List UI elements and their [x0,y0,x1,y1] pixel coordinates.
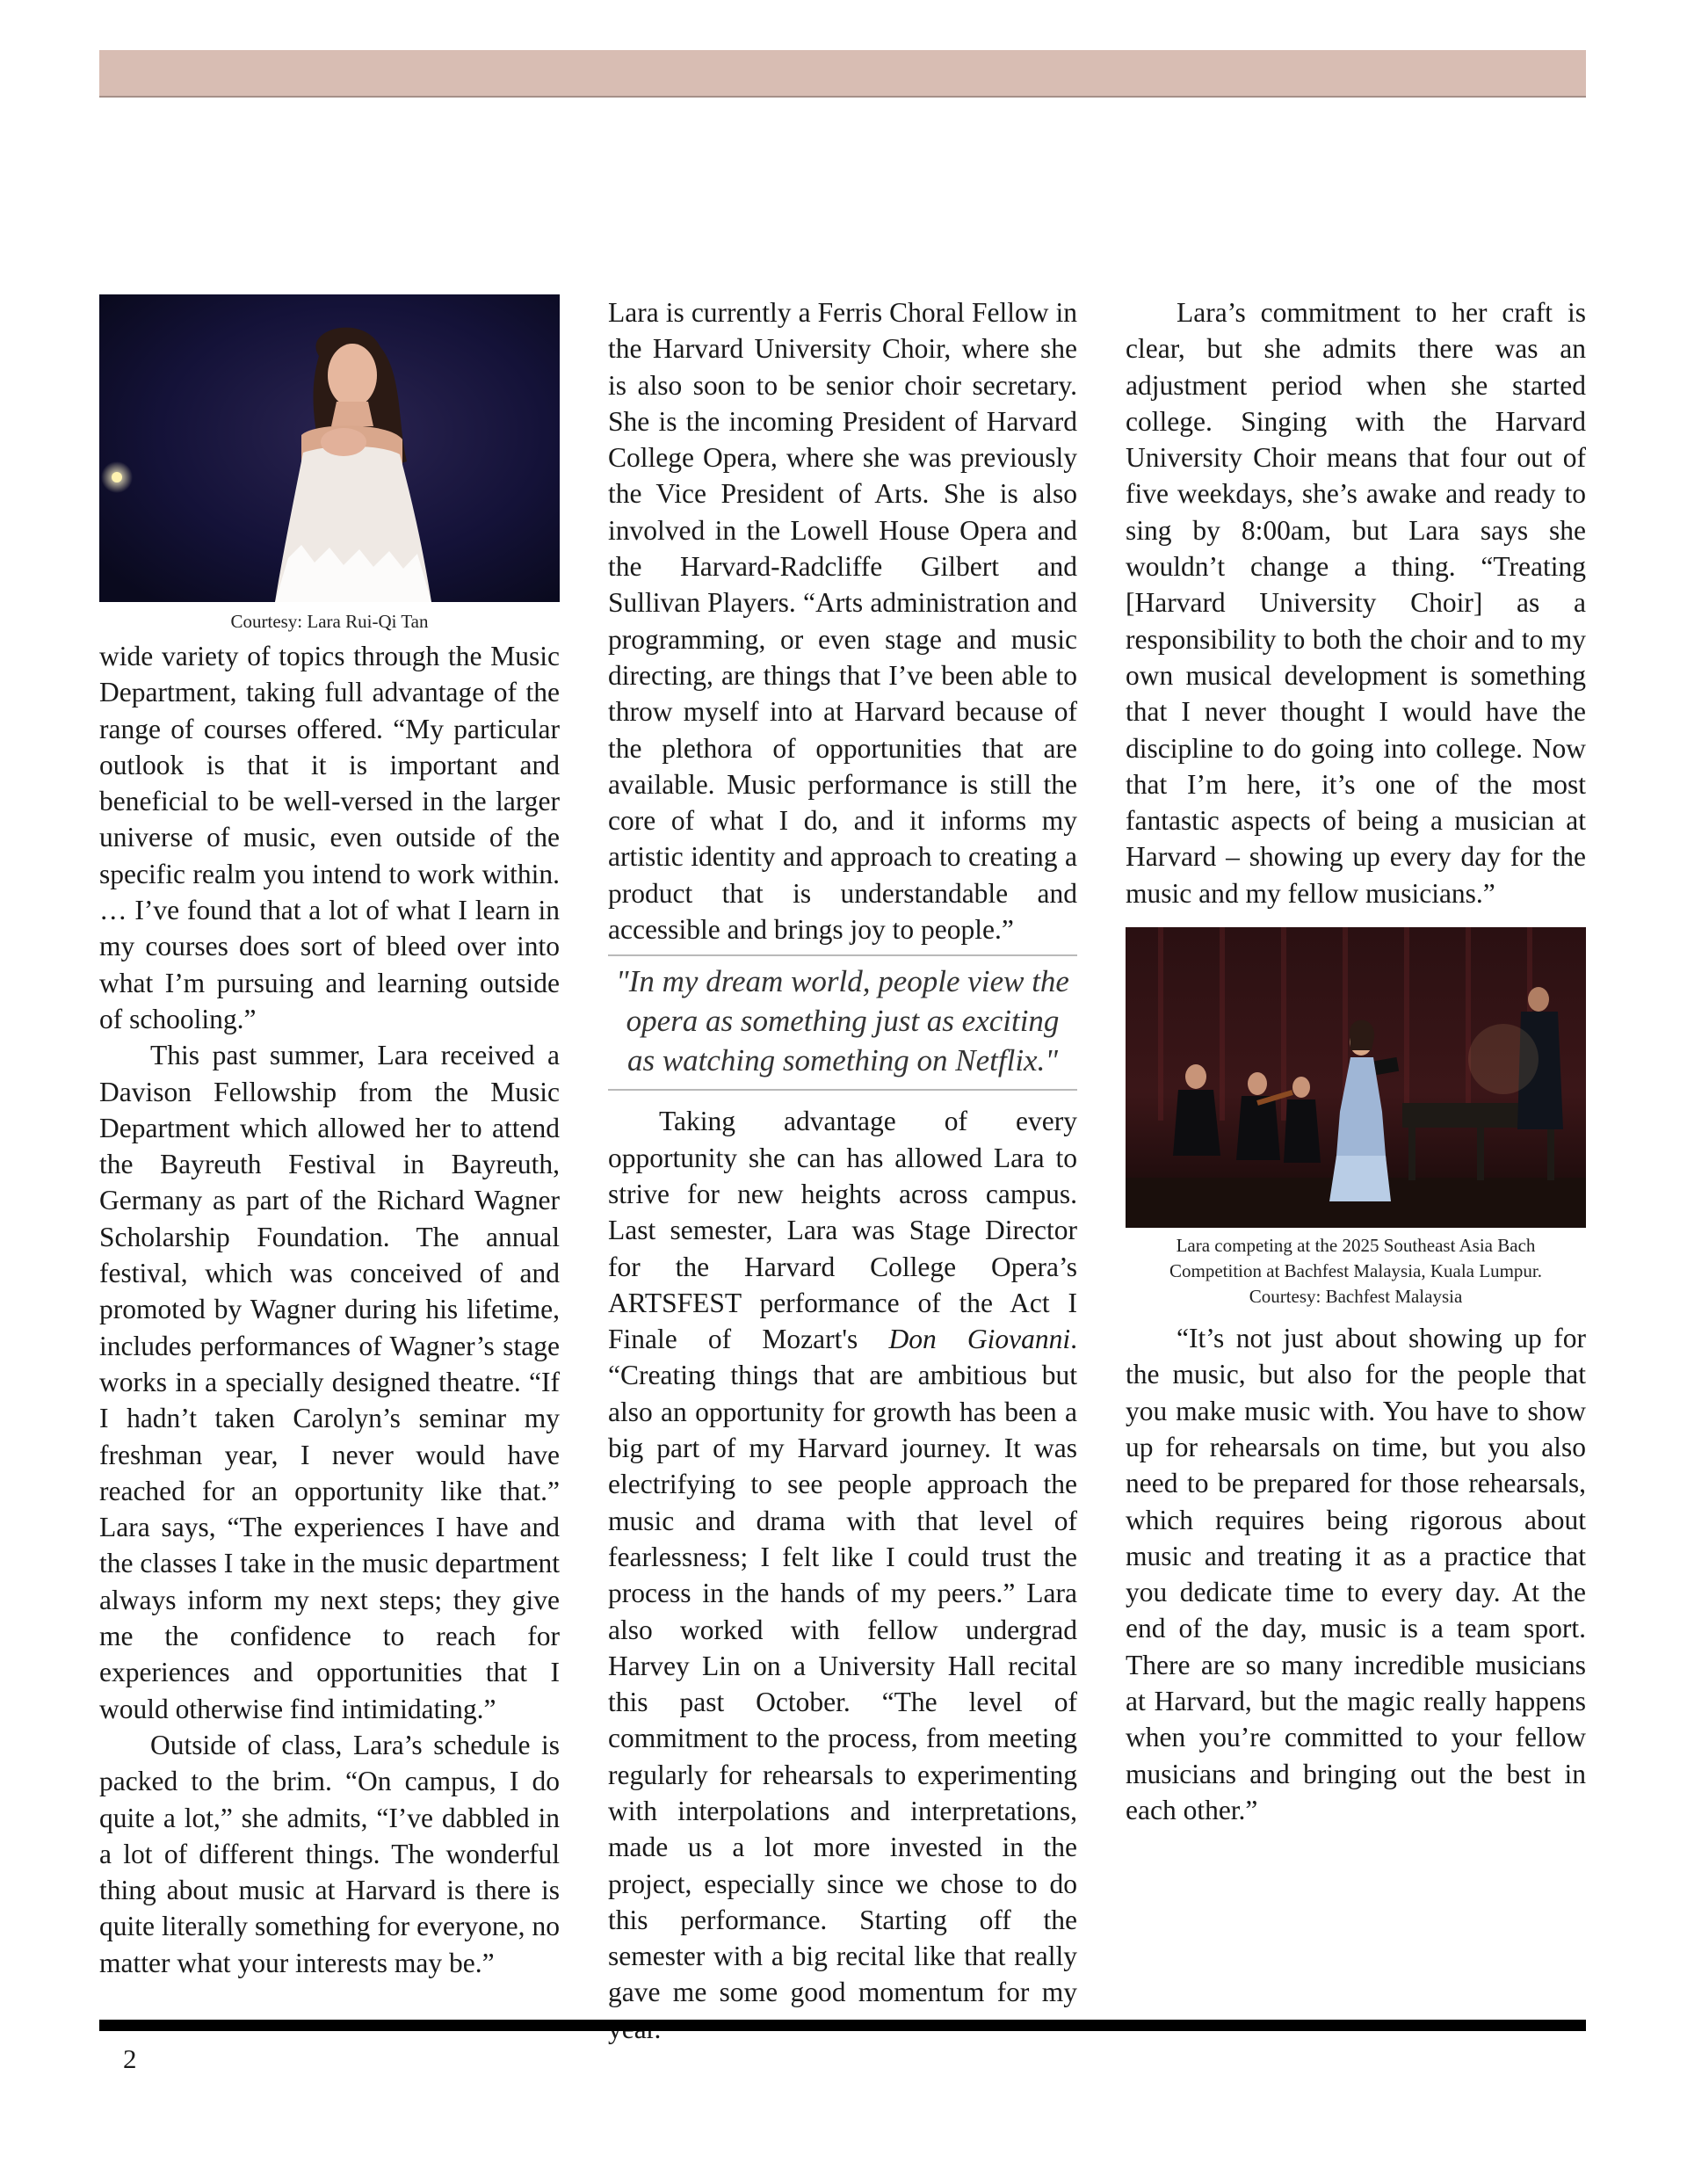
article-paragraph: Lara’s commitment to her craft is clear, but she admits there was an adjustment period when she started college. Singing with the Harvard University Choir means that four out of five weekdays, she’s awake and ready to sing by 8:00am, but Lara says she wouldn’t change a thing. “Treating [Harvard University Choir] as a responsibility to both the choir and to my own musical development is something that I never thought I would have the discipline to do going into college. Now that I’m here, it’s one of the most fantastic aspects of being a musician at Harvard – showing up every day for the music and my fellow musicians.” [1126,297,1586,909]
article-column-2 [608,294,1077,2047]
caption-line: Competition at Bachfest Malaysia, Kuala Lumpur. [1169,1260,1542,1282]
header-band [99,50,1586,98]
article-paragraph: Lara is currently a Ferris Choral Fellow in the Harvard University Choir, where she is also soon to be senior choir secretary. She is the incoming President of Harvard College Opera, where she was previously the Vice President of Arts. She is also involved in the Lowell House Opera and the Harvard-Radcliffe Gilbert and Sullivan Players. “Arts administration and programming, or even stage and music directing, are things that I’ve been able to throw myself into at Harvard because of the plethora of opportunities that are available. Music performance is still the core of what I do, and it informs my artistic identity and approach to creating a product that is understandable and accessible and brings joy to people.” [608,297,1077,946]
article-paragraph: wide variety of topics through the Music Department, taking full advantage of the range of courses offered. “My particular outlook is that it is important and beneficial to be well-versed in the larger universe of music, even outside of the specific realm you intend to work within. … I’ve found that a lot of what I learn in my courses does sort of bleed over into what I’m pursuing and learning outside of schooling.” [99,641,560,1034]
singer-stage-photo [99,294,560,602]
opera-title: Don Giovanni [888,1324,1071,1355]
article-column-1 [99,294,560,1981]
photo-caption [1126,1233,1586,1310]
page-number: 2 [123,2043,137,2074]
footer-rule [99,2020,1586,2031]
article-paragraph: “It’s not just about showing up for the music, but also for the people that you make music with. You have to show up for rehearsals on time, but you also need to be prepared for those rehearsals, which requires being rigorous about music and treating it as a practice that you dedicate time to every day. At the end of the day, music is a team sport. There are so many incredible musicians at Harvard, but the magic really happens when you’re committed to your fellow musicians and bringing out the best in each other.” [1126,1323,1586,1825]
caption-line: Courtesy: Bachfest Malaysia [1249,1286,1463,1308]
pull-quote: "In my dream world, people view the opera as something just as exciting as watching something on Netflix." [608,954,1077,1091]
article-paragraph: This past summer, Lara received a Davison Fellowship from the Music Department which allowed her to attend the Bayreuth Festival in Bayreuth, Germany as part of the Richard Wagner Scholarship Foundation. The annual festival, which was conceived of and promoted by Wagner during his lifetime, includes performances of Wagner’s stage works in a specially designed theatre. “If I hadn’t taken Carolyn’s seminar my freshman year, I never would have reached for an opportunity like that.” Lara says, “The experiences I have and the classes I take in the music department always inform my next steps; they give me the confidence to reach for experiences and opportunities that I would otherwise find intimidating.” [99,1040,560,1724]
article-paragraph [608,1103,1077,2047]
photo-caption: Courtesy: Lara Rui-Qi Tan [230,611,429,632]
caption-line: Lara competing at the 2025 Southeast Asia Bach [1176,1235,1536,1257]
article-paragraph: Outside of class, Lara’s schedule is packed to the brim. “On campus, I do quite a lot,” she admits, “I’ve dabbled in a lot of different things. The wonderful thing about music at Harvard is there is quite literally something for everyone, no matter what your interests may be.” [99,1729,560,1978]
competition-stage-photo [1126,927,1586,1228]
paragraph-text: Taking advantage of every opportunity she can has allowed Lara to strive for new heights across campus. Last semester, Lara was Stage Director for the Harvard College Opera’s ARTSFEST performance of the Act I Finale of Mozart's [608,1106,1077,1355]
article-column-3 [1126,294,1586,1828]
paragraph-text: . “Creating things that are ambitious but also an opportunity for growth has been a big part of my Harvard journey. It was electrifying to see people approach the music and drama with that level of fearlessness; I felt like I could trust the process in the hands of my peers.” Lara also worked with fellow undergrad Harvey Lin on a University Hall recital this past October. “The level of commitment to the process, from meeting regularly for rehearsals to experimenting with interpolations and interpretations, made us a lot more invested in the project, especially since we chose to do this performance. Starting off the semester with a big recital like that really gave me some good momentum for my [608,1324,1078,2008]
